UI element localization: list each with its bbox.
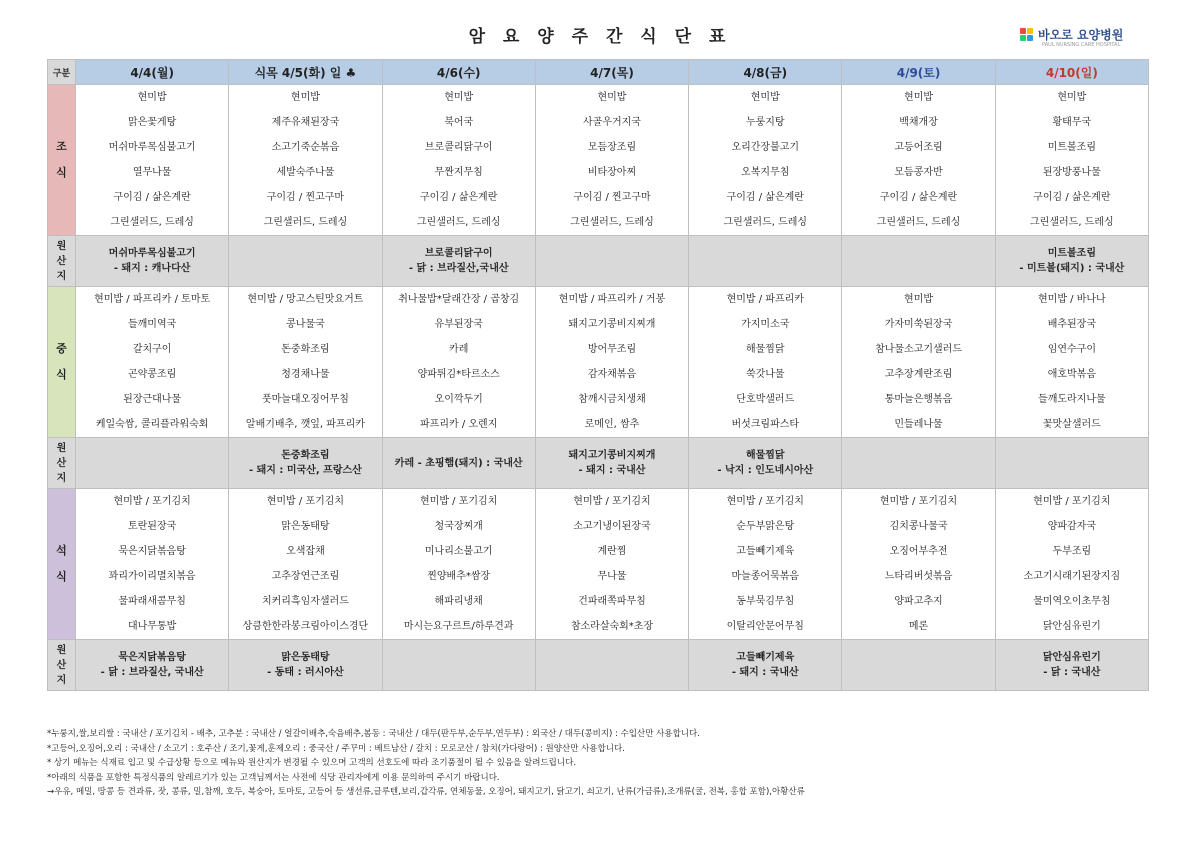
menu-item: 그린샐러드, 드레싱: [723, 217, 808, 228]
lunch-origin-day-5: [842, 438, 995, 489]
menu-item: 순두부맑은탕: [736, 521, 795, 532]
lunch-day-0: [76, 287, 229, 438]
menu-item: 소고기냉이된장국: [573, 521, 651, 532]
menu-item: 애호박볶음: [1047, 369, 1096, 380]
menu-item: 고들빼기제육: [736, 546, 795, 557]
menu-item: 무나물: [597, 571, 627, 582]
origin-line: 머쉬마루목심불고기: [108, 248, 196, 259]
breakfast-day-1: [229, 85, 382, 236]
menu-item: 현미밥: [904, 294, 934, 305]
lunch-day-6: [995, 287, 1148, 438]
menu-item: 미나리소불고기: [424, 546, 493, 557]
note-line: *고등어,오징어,오리 : 국내산 / 소고기 : 호주산 / 조기,꽃게,훈제오리 : 중국산 / 주꾸미 : 베트남산 / 갈치 : 모로코산 / 참치(가다랑어) : 원양산만 사용합니다.: [47, 743, 625, 754]
dinner-day-2: [382, 489, 535, 640]
menu-item: 메론: [908, 621, 929, 632]
origin-line: - 돼지 : 캐나다산: [113, 263, 191, 274]
menu-item: 된장근대나물: [123, 394, 182, 405]
header-row: [48, 60, 1149, 85]
origin-line: 묵은지닭볶음탕: [118, 652, 186, 663]
menu-item: 김치콩나물국: [889, 521, 948, 532]
logo-icon: [1020, 28, 1034, 42]
menu-item: 찐양배추*쌈장: [427, 571, 491, 582]
dinner-origin-day-1: [229, 640, 382, 691]
page-title: 암 요 양 주 간 식 단 표: [468, 27, 732, 47]
menu-item: 고추장연근조림: [271, 571, 340, 582]
menu-item: 묵은지닭볶음탕: [118, 546, 186, 557]
menu-item: 유부된장국: [434, 319, 483, 330]
menu-item: 현미밥 / 포기김치: [726, 496, 804, 507]
menu-item: 현미밥: [444, 92, 474, 103]
menu-item: 통마늘은행볶음: [884, 394, 953, 405]
breakfast-day-2: [382, 85, 535, 236]
breakfast-day-3: [535, 85, 688, 236]
header-day-0: 4/4(월): [76, 60, 229, 85]
menu-item: 현미밥 / 파프리카 / 토마토: [94, 294, 211, 305]
menu-item: 오리간장불고기: [731, 142, 800, 153]
menu-item: 오복지무침: [741, 167, 790, 178]
menu-item: 가자미쑥된장국: [884, 319, 953, 330]
dinner-day-3: [535, 489, 688, 640]
menu-item: 세발숙주나물: [276, 167, 335, 178]
origin-line: - 닭 : 브라질산,국내산: [408, 263, 509, 274]
menu-item: 소고기죽순볶음: [271, 142, 340, 153]
menu-item: 들깨도라지나물: [1038, 394, 1106, 405]
breakfast-origin-day-3: [535, 236, 688, 287]
menu-item: 양파감자국: [1047, 521, 1096, 532]
dinner-origin-day-3: [535, 640, 688, 691]
menu-item: 꽃맛살샐러드: [1042, 419, 1101, 430]
menu-item: 구이김 / 삶은계란: [1033, 192, 1111, 203]
menu-item: 케일숙쌈, 콜리플라워숙회: [95, 419, 209, 430]
menu-item: 북어국: [444, 117, 474, 128]
origin-line: 미트볼조림: [1047, 248, 1096, 259]
menu-item: 꽈리가이리멸치볶음: [108, 571, 196, 582]
menu-item: 닭안심유린기: [1042, 621, 1101, 632]
menu-item: 그린샐러드, 드레싱: [1030, 217, 1114, 228]
origin-line: - 돼지 : 국내산: [731, 667, 799, 678]
menu-item: 배추된장국: [1047, 319, 1096, 330]
menu-item: 청경채나물: [281, 369, 330, 380]
menu-item: 고등어조림: [894, 142, 943, 153]
menu-item: 현미밥 / 포기김치: [573, 496, 651, 507]
lunch-day-3: [535, 287, 688, 438]
dinner-origin-day-2: [382, 640, 535, 691]
menu-item: 해물찜닭: [745, 344, 785, 355]
menu-item: 건파래쪽파무침: [578, 596, 646, 607]
menu-item: 취나물밥*달래간장 / 곱창김: [398, 294, 520, 305]
menu-item: 양파튀김*타르소스: [417, 369, 500, 380]
menu-item: 카레: [449, 344, 469, 355]
dinner-origin-row: [48, 640, 1149, 691]
menu-item: 맑은꽃게탕: [127, 117, 177, 128]
menu-item: 황태무국: [1052, 117, 1092, 128]
menu-item: 구이김 / 찐고구마: [573, 192, 651, 203]
menu-item: 구이김 / 삶은계란: [726, 192, 804, 203]
menu-item: 현미밥 / 바나나: [1038, 294, 1106, 305]
menu-item: 구이김 / 삶은계란: [113, 192, 191, 203]
header-day-1: 식목 4/5(화) 일 ♣: [229, 60, 382, 85]
breakfast-day-4: [689, 85, 842, 236]
menu-item: 마늘종어묵볶음: [731, 571, 800, 582]
origin-line: 돈중화조림: [281, 450, 330, 461]
menu-item: 현미밥 / 포기김치: [266, 496, 345, 507]
dinner-row: [48, 489, 1149, 640]
header-gubun: 구분: [48, 60, 76, 85]
breakfast-row: [48, 85, 1149, 236]
menu-item: 청국장찌개: [434, 521, 483, 532]
dinner-label: 석 식: [48, 489, 76, 640]
menu-item: 현미밥 / 포기김치: [1033, 496, 1111, 507]
lunch-label: 중 식: [48, 287, 76, 438]
menu-item: 계란찜: [597, 546, 627, 557]
menu-item: 치커리흑임자샐러드: [261, 596, 349, 607]
menu-item: 그린샐러드, 드레싱: [416, 217, 501, 228]
menu-item: 풋마늘대오징어무침: [261, 394, 349, 405]
lunch-day-2: [382, 287, 535, 438]
header-day-5: 4/9(토): [842, 60, 995, 85]
menu-item: 누룽지탕: [745, 117, 785, 128]
menu-item: 그린샐러드, 드레싱: [570, 217, 654, 228]
menu-item: 맑은동태탕: [281, 521, 330, 532]
menu-item: 물미역오이초무침: [1033, 596, 1111, 607]
breakfast-origin-day-1: [229, 236, 382, 287]
menu-item: 감자채볶음: [587, 369, 637, 380]
lunch-origin-day-0: [76, 438, 229, 489]
breakfast-origin-day-5: [842, 236, 995, 287]
origin-line: 닭안심유린기: [1042, 652, 1101, 663]
menu-item: 토란된장국: [127, 521, 177, 532]
dinner-origin-day-0: [76, 640, 229, 691]
breakfast-day-0: [76, 85, 229, 236]
menu-item: 비타장아찌: [587, 167, 637, 178]
lunch-origin-day-2: [382, 438, 535, 489]
menu-item: 들깨미역국: [127, 319, 177, 330]
dinner-day-1: [229, 489, 382, 640]
menu-item: 오이깍두기: [434, 394, 483, 405]
dinner-origin-day-5: [842, 640, 995, 691]
menu-item: 상큼한한라봉크림아이스경단: [242, 621, 369, 632]
lunch-day-4: [689, 287, 842, 438]
origin-line: 카레 - 초핑햄(돼지) : 국내산: [394, 457, 523, 469]
header-day-4: 4/8(금): [689, 60, 842, 85]
origin-line: 돼지고기콩비지찌개: [568, 450, 656, 461]
origin-line: - 돼지 : 미국산, 프랑스산: [249, 465, 362, 476]
menu-item: 두부조림: [1052, 546, 1092, 557]
menu-item: 갈치구이: [132, 344, 172, 355]
menu-item: 쑥갓나물: [745, 369, 785, 380]
dinner-day-5: [842, 489, 995, 640]
menu-item: 브로콜리닭구이: [424, 142, 493, 153]
lunch-day-1: [229, 287, 382, 438]
menu-item: 물파래새콤무침: [118, 596, 186, 607]
note-line: →우유, 메밀, 땅콩 등 견과류, 잣, 콩류, 밀,참깨, 호두, 복숭아, 토마토, 고등어 등 생선류,글루텐,보리,갑각류, 연체동물, 오징어, 돼지고기, 닭고기, 쇠고기, 난류(가금류),조개류(굴, 전복, 홍합 포함),아황산류: [47, 787, 805, 797]
menu-item: 현미밥: [1057, 92, 1087, 103]
breakfast-origin-day-4: [689, 236, 842, 287]
menu-item: 구이김 / 삶은계란: [420, 192, 498, 203]
origin-line: - 낙지 : 인도네시아산: [717, 465, 814, 476]
menu-item: 오징어부추전: [889, 546, 948, 557]
dinner-day-0: [76, 489, 229, 640]
menu-item: 고추장계란조림: [884, 369, 953, 380]
logo-subtitle: PAUL NURSING CARE HOSPITAL: [1042, 42, 1121, 48]
menu-item: 임연수구이: [1047, 344, 1096, 355]
header-day-2: 4/6(수): [382, 60, 535, 85]
breakfast-day-6: [995, 85, 1148, 236]
note-line: * 상기 메뉴는 식재료 입고 및 수급상황 등으로 메뉴와 원산지가 변경될 수 있으며 고객의 선호도에 따라 조기품절이 될 수 있음을 알려드립니다.: [47, 758, 577, 768]
menu-item: 현미밥: [904, 92, 934, 103]
menu-item: 현미밥 / 파프리카 / 거봉: [558, 294, 666, 305]
dinner-origin-label: 원 산 지: [48, 640, 76, 691]
hospital-logo: [1020, 26, 1123, 43]
dinner-origin-day-4: [689, 640, 842, 691]
notes: [47, 727, 1157, 800]
menu-item: 동부묵김무침: [736, 596, 795, 607]
origin-line: - 동태 : 러시아산: [267, 667, 344, 678]
menu-item: 느타리버섯볶음: [884, 571, 953, 582]
origin-line: 맑은동태탕: [281, 652, 330, 663]
menu-item: 그린샐러드, 드레싱: [110, 217, 194, 228]
breakfast-origin-day-2: [382, 236, 535, 287]
menu-item: 백채개장: [899, 117, 938, 128]
origin-line: - 닭 : 브라질산, 국내산: [100, 667, 204, 678]
menu-item: 모듬장조림: [587, 142, 637, 153]
breakfast-origin-day-0: [76, 236, 229, 287]
menu-item: 무짠지무침: [434, 167, 483, 178]
menu-item: 구이김 / 삶은계란: [879, 192, 958, 203]
menu-item: 파프리카 / 오렌지: [420, 419, 498, 430]
origin-line: 해물찜닭: [745, 450, 785, 461]
lunch-day-5: [842, 287, 995, 438]
breakfast-day-5: [842, 85, 995, 236]
menu-item: 콩나물국: [286, 319, 325, 330]
lunch-origin-day-3: [535, 438, 688, 489]
dinner-day-6: [995, 489, 1148, 640]
menu-item: 돼지고기콩비지찌개: [568, 319, 656, 330]
menu-item: 현미밥 / 포기김치: [420, 496, 498, 507]
menu-item: 로메인, 쌈추: [584, 419, 640, 430]
menu-item: 열무나물: [132, 167, 172, 178]
menu-item: 민들레나물: [894, 419, 943, 430]
menu-item: 대나무통밥: [127, 621, 177, 632]
menu-item: 소고기시래기된장지짐: [1023, 571, 1121, 582]
dinner-day-4: [689, 489, 842, 640]
menu-item: 버섯크림파스타: [731, 419, 800, 430]
lunch-origin-label: 원 산 지: [48, 438, 76, 489]
breakfast-origin-day-6: [995, 236, 1148, 287]
header-day-3: 4/7(목): [535, 60, 688, 85]
menu-item: 현미밥: [750, 92, 780, 103]
note-line: *아래의 식품을 포함한 특정식품의 알레르기가 있는 고객님께서는 사전에 식당 관리자에게 이용 문의하여 주시기 바랍니다.: [47, 772, 500, 783]
menu-item: 그린샐러드, 드레싱: [263, 217, 348, 228]
menu-item: 해파리냉채: [434, 596, 483, 607]
menu-item: 제주유채된장국: [271, 117, 340, 128]
origin-line: 고들빼기제육: [736, 652, 795, 663]
menu-item: 돈중화조림: [281, 344, 330, 355]
menu-item: 된장방풍나물: [1042, 167, 1101, 178]
breakfast-origin-label: 원 산 지: [48, 236, 76, 287]
menu-item: 현미밥 / 포기김치: [113, 496, 191, 507]
logo-name: 바오로 요양병원: [1038, 28, 1124, 42]
dinner-origin-day-6: [995, 640, 1148, 691]
lunch-origin-row: [48, 438, 1149, 489]
menu-item: 양파고추지: [894, 596, 943, 607]
menu-item: 오색잡채: [286, 546, 325, 557]
menu-item: 미트볼조림: [1047, 142, 1096, 153]
menu-item: 가지미소국: [741, 319, 790, 330]
menu-item: 그린샐러드, 드레싱: [876, 217, 961, 228]
menu-item: 모듬콩자반: [894, 167, 943, 178]
menu-item: 머쉬마루목심불고기: [108, 142, 196, 153]
header-day-6: 4/10(일): [995, 60, 1148, 85]
menu-item: 참나물소고기샐러드: [875, 344, 963, 355]
menu-item: 구이김 / 찐고구마: [266, 192, 345, 203]
lunch-origin-day-6: [995, 438, 1148, 489]
menu-item: 알배기배추, 깻잎, 파프리카: [245, 419, 365, 430]
note-line: *누룽지,쌀,보리쌀 : 국내산 / 포기김치 - 배추, 고추분 : 국내산 / 얼갈이배추,숙음배추,봄동 : 국내산 / 대두(판두부,순두부,연두부) : 외국산 / 대두(콩비지) : 수입산만 사용합니다.: [47, 729, 700, 739]
menu-item: 방어무조림: [587, 344, 637, 355]
lunch-origin-day-4: [689, 438, 842, 489]
menu-item: 곤약콩조림: [127, 369, 177, 380]
menu-item: 이탈리안문어무침: [726, 621, 804, 632]
breakfast-origin-row: [48, 236, 1149, 287]
origin-line: - 미트볼(돼지) : 국내산: [1019, 263, 1125, 274]
menu-item: 참깨시금치생채: [578, 394, 646, 405]
menu-item: 사골우거지국: [583, 117, 641, 128]
weekly-menu-table: [47, 59, 1149, 691]
menu-item: 단호박샐러드: [736, 394, 795, 405]
menu-item: 현미밥: [137, 92, 167, 103]
lunch-row: [48, 287, 1149, 438]
menu-item: 참소라살숙회*초장: [570, 621, 654, 632]
origin-line: - 닭 : 국내산: [1043, 667, 1101, 678]
menu-item: 현미밥 / 망고스틴맛요거트: [247, 294, 364, 305]
menu-item: 현미밥 / 파프리카: [726, 294, 804, 305]
lunch-origin-day-1: [229, 438, 382, 489]
origin-line: - 돼지 : 국내산: [578, 465, 646, 476]
menu-item: 현미밥: [290, 92, 320, 103]
menu-item: 마시는요구르트/하루견과: [403, 621, 514, 632]
menu-item: 현미밥 / 포기김치: [879, 496, 958, 507]
menu-item: 현미밥: [597, 92, 627, 103]
origin-line: 브로콜리닭구이: [424, 248, 493, 259]
breakfast-label: 조 식: [48, 85, 76, 236]
